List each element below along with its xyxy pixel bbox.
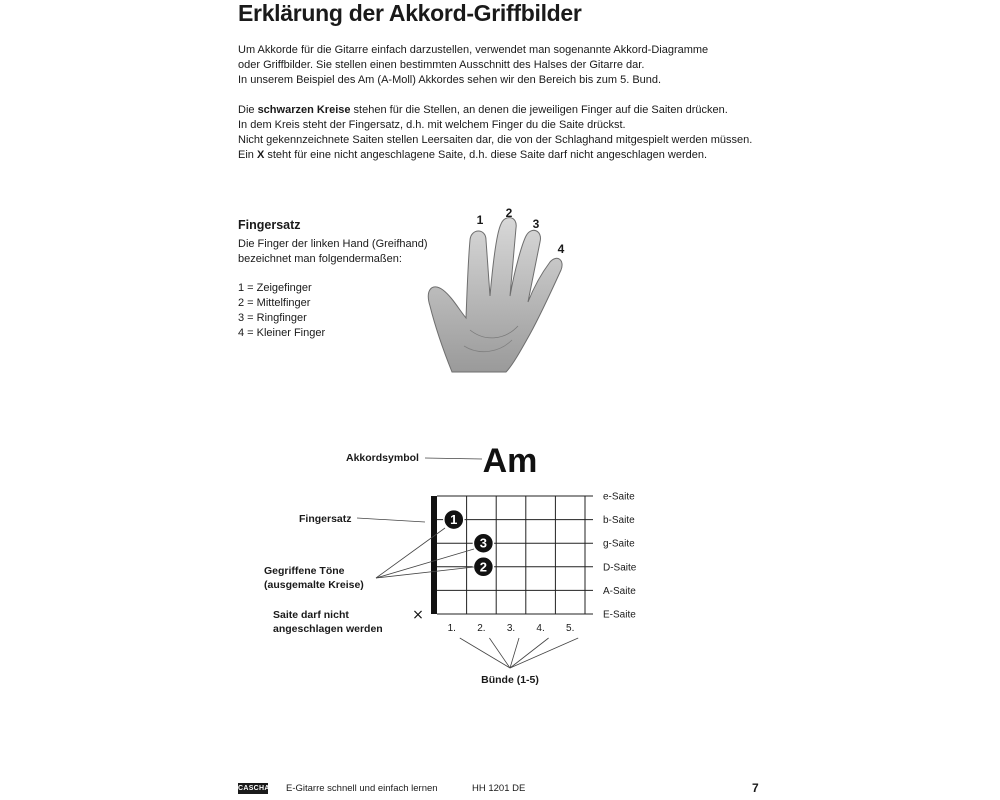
label-muted-2: angeschlagen werden: [273, 623, 383, 635]
intro-line-1: Um Akkorde für die Gitarre einfach darzustellen, verwendet man sogenannte Akkord-Diagramme: [238, 44, 709, 56]
page-title: Erklärung der Akkord-Griffbilder: [238, 0, 582, 26]
string-labels: [603, 492, 637, 621]
legend-line-1-post: stehen für die Stellen, an denen die jeweiligen Finger auf die Saiten drücken.: [350, 104, 728, 116]
hand-label-1: 1: [476, 213, 484, 227]
legend-line-4-post: steht für eine nicht angeschlagene Saite, d.h. diese Saite darf nicht angeschlagen werden.: [264, 149, 708, 161]
string-label: g-Saite: [603, 538, 635, 550]
label-frets: Bünde (1-5): [481, 674, 539, 686]
chord-symbol: Am: [482, 442, 538, 480]
fret-lines: [467, 496, 585, 614]
legend-line-2: In dem Kreis steht der Fingersatz, d.h. mit welchem Finger du die Saite drückst.: [238, 119, 626, 131]
page-number: 7: [752, 781, 759, 795]
legend-line-4-pre: Ein: [238, 149, 257, 161]
legend-line-1-bold: schwarzen Kreise: [257, 104, 351, 116]
pressed-pointer-3: [376, 567, 474, 578]
legend-line-1-pre: Die: [238, 104, 258, 116]
finger-item-3: 3 = Ringfinger: [238, 312, 307, 324]
string-label: e-Saite: [603, 491, 635, 503]
finger-item-4: 4 = Kleiner Finger: [238, 327, 326, 339]
finger-dot: [473, 557, 493, 577]
fingersatz-desc-2: bezeichnet man folgendermaßen:: [238, 253, 402, 265]
hand-label-2: 2: [505, 206, 513, 220]
chord-symbol-pointer: [425, 458, 482, 459]
label-fingersatz: Fingersatz: [299, 513, 352, 525]
fret-label: 2.: [477, 623, 486, 634]
string-label: A-Saite: [603, 585, 636, 597]
intro-line-2: oder Griffbilder. Sie stellen einen bestimmten Ausschnitt des Halses der Gitarre dar.: [238, 59, 645, 71]
fret-labels: [448, 623, 575, 634]
finger-dot-number: 3: [479, 535, 488, 551]
label-pressed-2: (ausgemalte Kreise): [264, 579, 364, 591]
fret-pointers: [460, 638, 578, 668]
pressed-pointer-2: [376, 549, 474, 578]
fret-label: 4.: [536, 623, 545, 634]
label-chord-symbol: Akkordsymbol: [346, 452, 419, 464]
fingersatz-desc-1: Die Finger der linken Hand (Greifhand): [238, 238, 428, 250]
fret-label: 5.: [566, 623, 575, 634]
finger-dot-number: 1: [450, 512, 458, 528]
muted-x-icon: ×: [412, 607, 424, 623]
fret-label: 3.: [506, 623, 516, 634]
finger-dot-number: 2: [479, 559, 488, 575]
label-pressed-1: Gegriffene Töne: [264, 565, 345, 577]
legend-line-3: Nicht gekennzeichnete Saiten stellen Leersaiten dar, die von der Schlaghand mitgespielt werden müssen.: [238, 134, 753, 146]
fret-pointer: [460, 638, 510, 668]
footer-code: HH 1201 DE: [472, 783, 526, 794]
fingersatz-heading: Fingersatz: [238, 218, 301, 232]
string-label: E-Saite: [603, 609, 636, 621]
hand-illustration: [428, 218, 562, 372]
fret-pointer: [510, 638, 519, 668]
fret-pointer: [489, 638, 510, 668]
hand-label-4: 4: [557, 242, 565, 256]
finger-dot: [473, 533, 493, 553]
fret-pointer: [510, 638, 578, 668]
fingersatz-pointer: [357, 518, 425, 522]
label-muted-1: Saite darf nicht: [273, 609, 349, 621]
finger-dot: [444, 510, 464, 530]
hand-label-3: 3: [532, 217, 540, 231]
finger-item-1: 1 = Zeigefinger: [238, 282, 312, 294]
finger-item-2: 2 = Mittelfinger: [238, 297, 311, 309]
string-label: b-Saite: [603, 515, 635, 527]
fret-label: 1.: [447, 623, 456, 634]
publisher-logo: CASCHA: [238, 785, 270, 792]
nut: [431, 496, 437, 614]
string-label: D-Saite: [603, 562, 637, 574]
footer-book-title: E-Gitarre schnell und einfach lernen: [286, 783, 438, 794]
legend-line-4-bold: X: [256, 149, 265, 161]
intro-line-3: In unserem Beispiel des Am (A-Moll) Akkordes sehen wir den Bereich bis zum 5. Bund.: [238, 74, 662, 86]
fret-pointer: [510, 638, 549, 668]
